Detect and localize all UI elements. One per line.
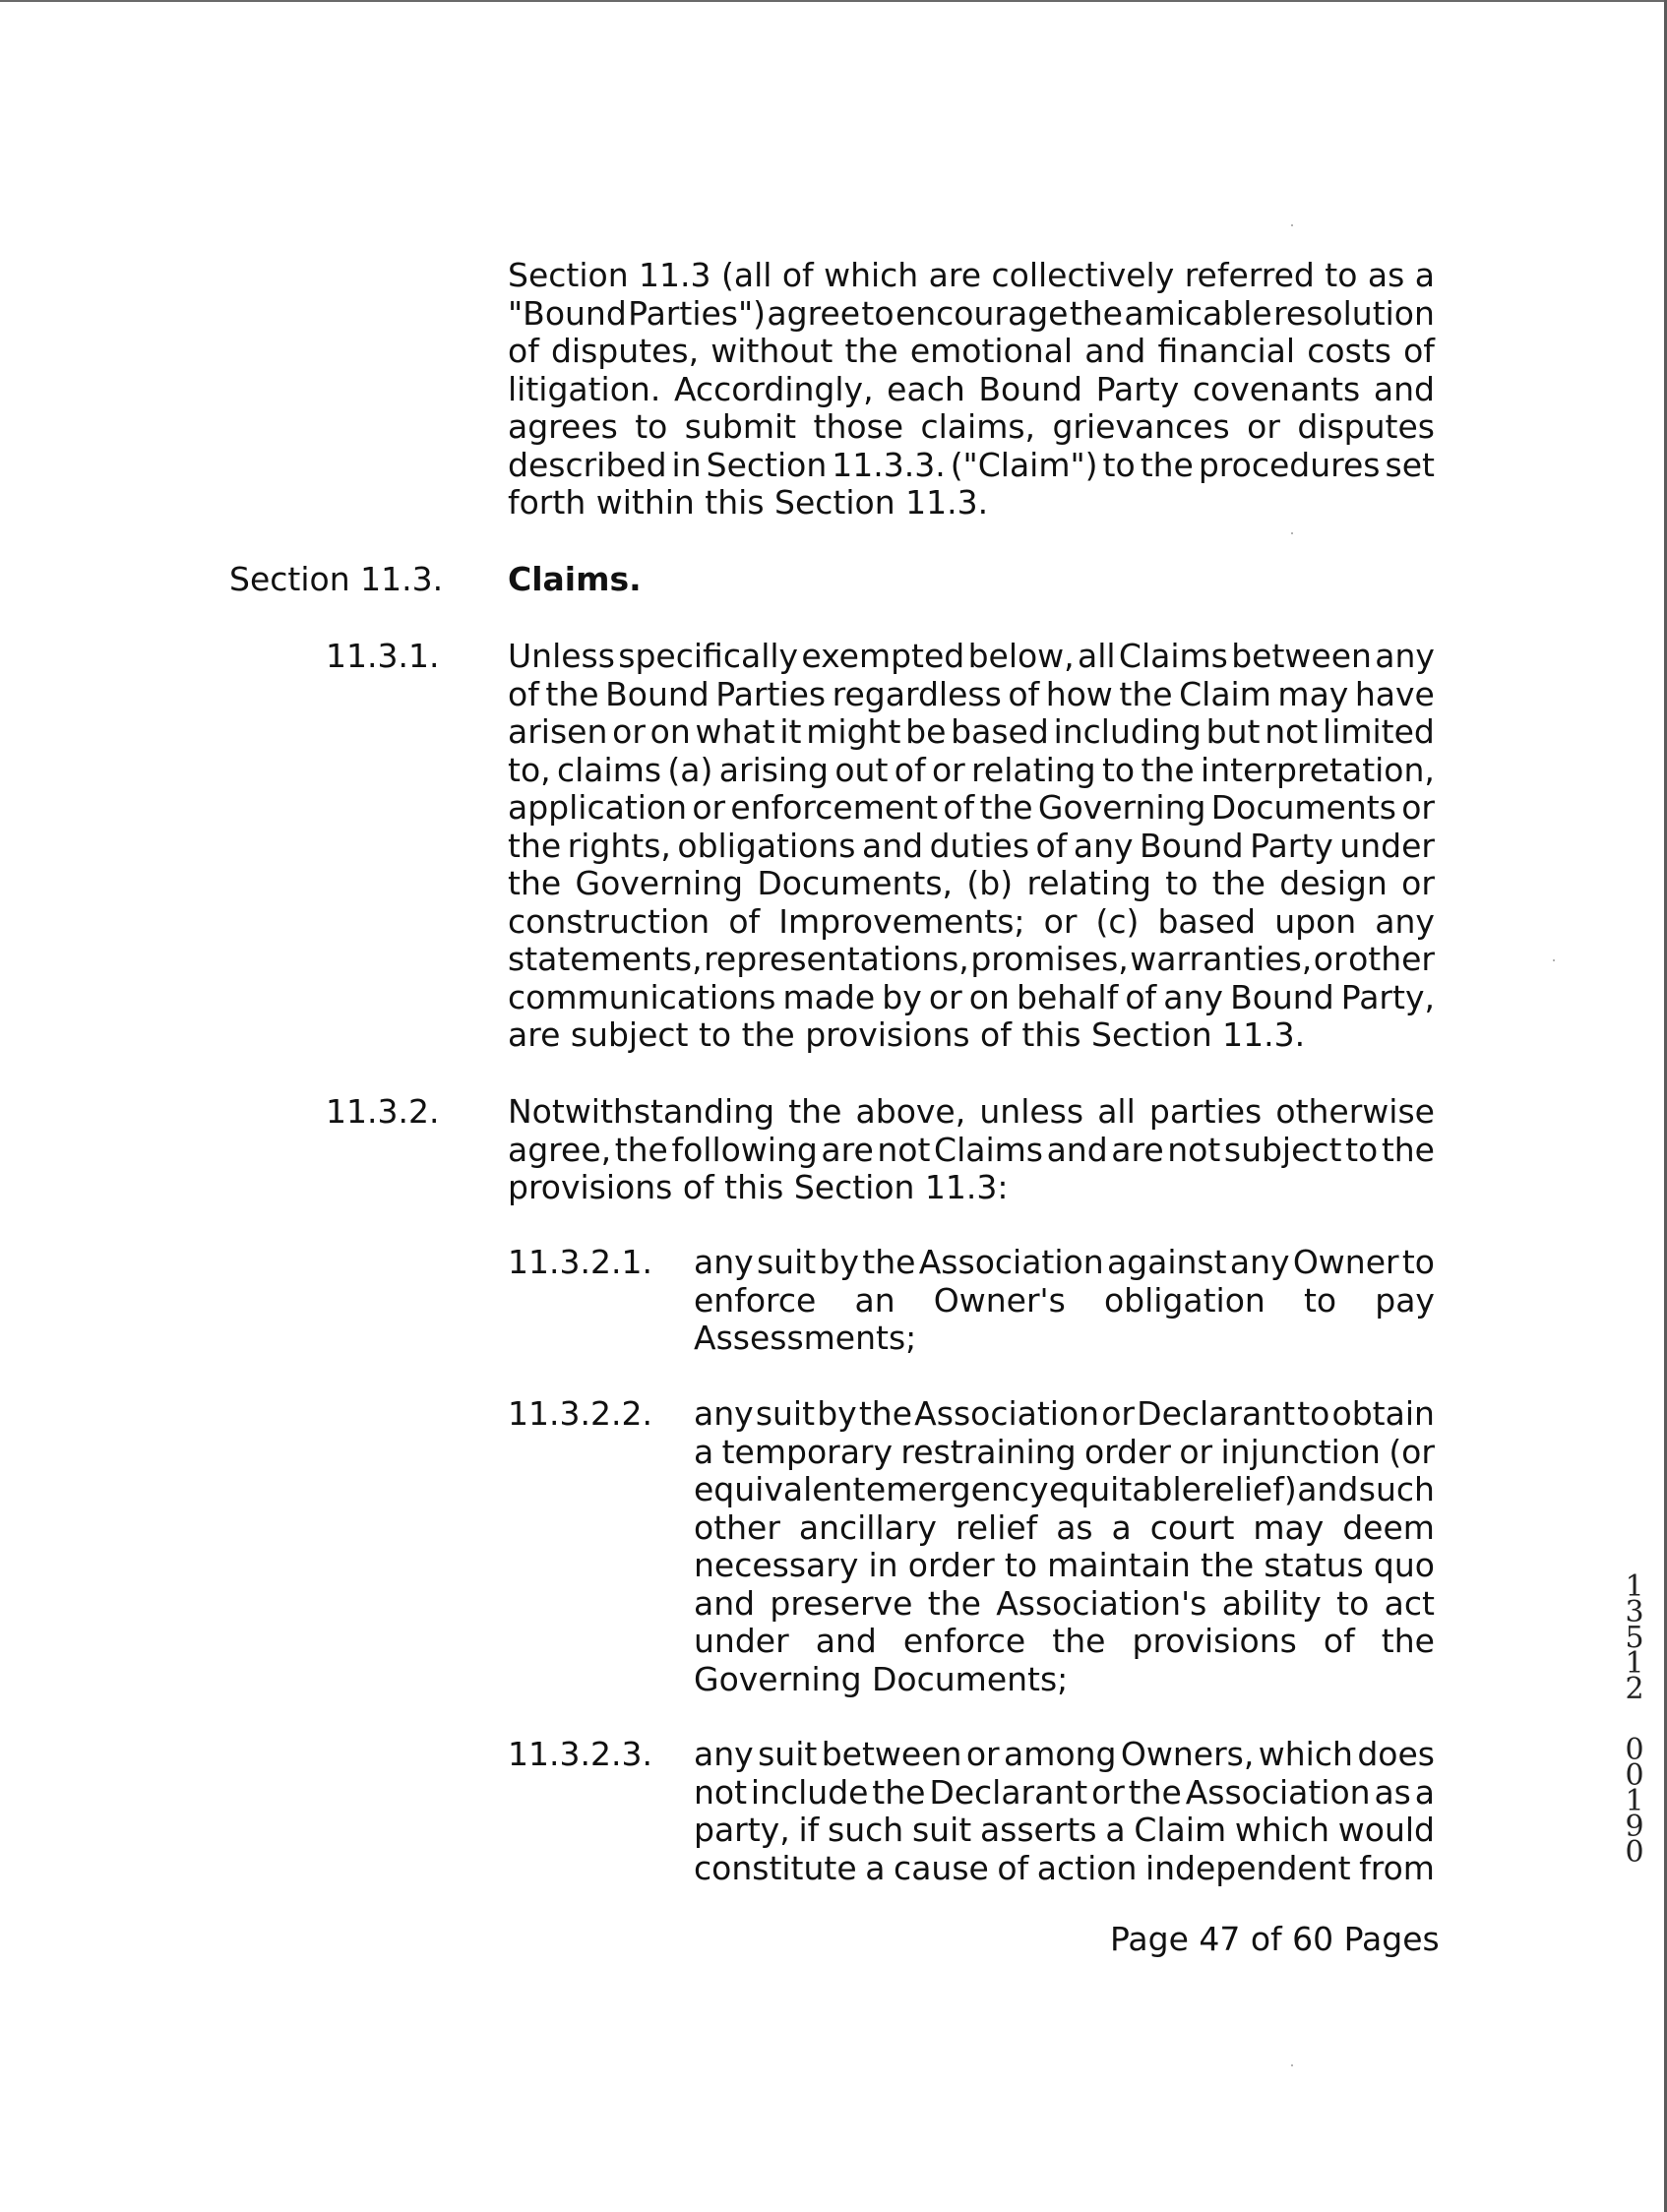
paragraph-line: enforce an Owner's obligation to pay	[694, 1280, 1435, 1320]
stamp-digit: 9	[1625, 1810, 1644, 1844]
paragraph-line: described in Section 11.3.3. ("Claim") to the procedures set	[508, 445, 1435, 484]
clause-11-3-2-1	[694, 1244, 1435, 1358]
paragraph-line: Governing Documents;	[694, 1659, 1069, 1698]
paragraph-line: equivalent emergency equitable relief) and such	[694, 1470, 1435, 1508]
paragraph-line: Assessments;	[694, 1319, 917, 1357]
stamp-digit: 5	[1625, 1621, 1644, 1655]
scan-top-edge	[0, 0, 1667, 2]
clause-number-11-3-2-1: 11.3.2.1.	[508, 1243, 652, 1281]
paragraph-line: party, if such suit asserts a Claim which would	[694, 1811, 1435, 1849]
recording-number-stamp	[1622, 1569, 1647, 1870]
stamp-digit: 3	[1625, 1595, 1644, 1629]
paragraph-line: Unless specifically exempted below, all Claims between any	[508, 637, 1435, 675]
stamp-digit: 0	[1625, 1835, 1644, 1870]
stamp-digit: 1	[1625, 1646, 1644, 1681]
clause-11-3-1	[508, 638, 1435, 1055]
stamp-digit: 0	[1625, 1758, 1644, 1793]
paragraph-line: to, claims (a) arising out of or relating to the interpretation,	[508, 750, 1435, 789]
clause-11-3-2-2	[694, 1395, 1435, 1698]
stamp-digit: 2	[1625, 1672, 1644, 1706]
paragraph-line: construction of Improvements; or (c) based upon any	[508, 901, 1435, 941]
paragraph-line: necessary in order to maintain the status quo	[694, 1546, 1435, 1584]
clause-number-11-3-2-2: 11.3.2.2.	[508, 1394, 652, 1433]
page-number: Page 47 of 60 Pages	[1110, 1920, 1440, 1958]
clause-number-11-3-2-3: 11.3.2.3.	[508, 1735, 652, 1773]
paragraph-line: the rights, obligations and duties of any Bound Party under	[508, 826, 1435, 865]
clause-11-3-2	[508, 1093, 1435, 1207]
paragraph-line: statements, representations, promises, warranties, or other	[508, 940, 1435, 978]
paragraph-line: Section 11.3 (all of which are collectively referred to as a	[508, 256, 1435, 294]
paragraph-line: arisen or on what it might be based including but not limited	[508, 712, 1435, 751]
paragraph-line: of the Bound Parties regardless of how the Claim may have	[508, 674, 1435, 713]
paragraph-line: any suit by the Association against any Owner to	[694, 1243, 1435, 1281]
scan-speck	[1553, 959, 1555, 961]
stamp-digit: 0	[1625, 1733, 1644, 1767]
paragraph-line: a temporary restraining order or injunction (or	[694, 1432, 1435, 1471]
intro-paragraph	[508, 257, 1435, 522]
paragraph-line: Notwithstanding the above, unless all parties otherwise	[508, 1092, 1435, 1131]
section-number: Section 11.3.	[229, 560, 444, 598]
paragraph-line: other ancillary relief as a court may deem	[694, 1507, 1435, 1547]
clause-number-11-3-1: 11.3.1.	[326, 637, 440, 675]
scan-speck	[1291, 2064, 1293, 2066]
paragraph-line: application or enforcement of the Governing Documents or	[508, 788, 1435, 827]
paragraph-line: agrees to submit those claims, grievances or disputes	[508, 407, 1435, 446]
scan-speck	[1291, 224, 1293, 226]
paragraph-line: not include the Declarant or the Association as a	[694, 1772, 1435, 1812]
scan-speck	[1291, 532, 1293, 534]
paragraph-line: any suit by the Association or Declarant to obtain	[694, 1394, 1435, 1433]
paragraph-line: under and enforce the provisions of the	[694, 1622, 1435, 1660]
stamp-digit: 1	[1625, 1569, 1644, 1604]
paragraph-line: forth within this Section 11.3.	[508, 483, 989, 522]
paragraph-line: constitute a cause of action independent from	[694, 1848, 1435, 1887]
clause-11-3-2-3	[694, 1736, 1435, 1887]
clause-number-11-3-2: 11.3.2.	[326, 1092, 440, 1131]
paragraph-line: the Governing Documents, (b) relating to the design or	[508, 864, 1435, 902]
paragraph-line: provisions of this Section 11.3:	[508, 1168, 1009, 1206]
stamp-digit: 1	[1625, 1784, 1644, 1818]
section-title: Claims.	[508, 560, 642, 598]
paragraph-line: "Bound Parties") agree to encourage the amicable resolution	[508, 293, 1435, 333]
paragraph-line: litigation. Accordingly, each Bound Party covenants and	[508, 369, 1435, 408]
paragraph-line: and preserve the Association's ability to act	[694, 1583, 1435, 1623]
paragraph-line: are subject to the provisions of this Section 11.3.	[508, 1015, 1306, 1054]
paragraph-line: communications made by or on behalf of any Bound Party,	[508, 977, 1435, 1016]
paragraph-line: any suit between or among Owners, which does	[694, 1735, 1435, 1773]
paragraph-line: of disputes, without the emotional and financial costs of	[508, 332, 1435, 370]
paragraph-line: agree, the following are not Claims and are not subject to the	[508, 1130, 1435, 1169]
